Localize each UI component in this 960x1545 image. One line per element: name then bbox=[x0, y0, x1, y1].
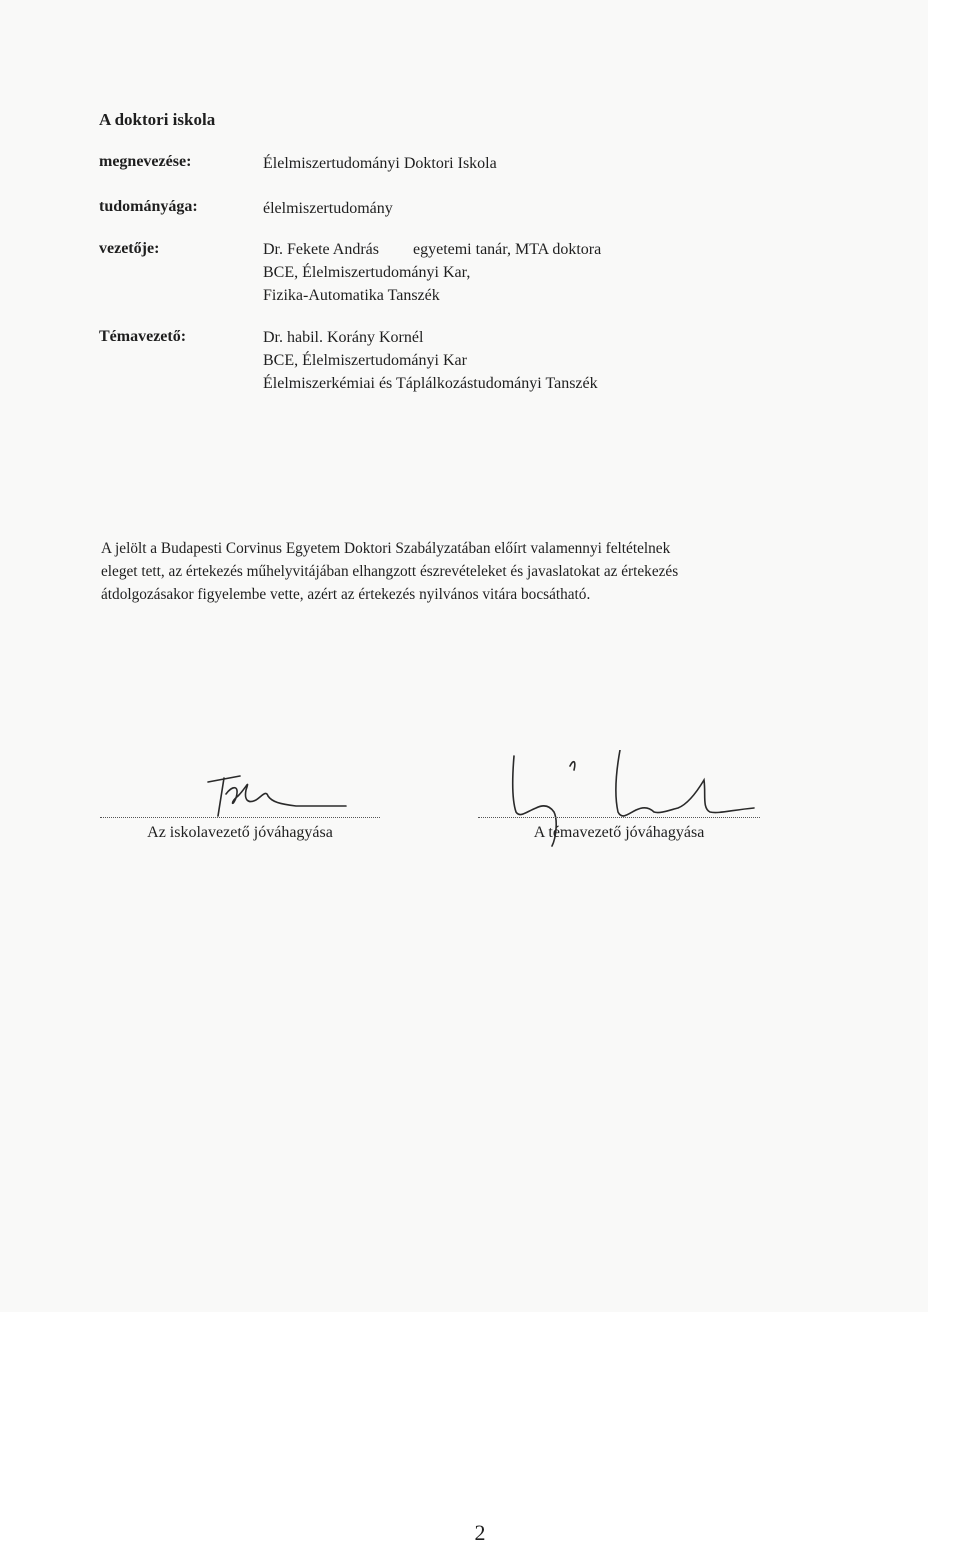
supervisor-department: Élelmiszerkémiai és Táplálkozástudományi Tanszék bbox=[263, 375, 598, 392]
school-head-signature bbox=[100, 750, 380, 820]
head-title: egyetemi tanár, MTA doktora bbox=[412, 241, 602, 258]
name-label: megnevezése: bbox=[99, 153, 192, 170]
field-value: élelmiszertudomány bbox=[263, 200, 393, 217]
school-head-signature-line bbox=[100, 817, 380, 818]
supervisor-approval-caption: A témavezető jóváhagyása bbox=[533, 824, 705, 841]
head-faculty: BCE, Élelmiszertudományi Kar, bbox=[263, 264, 471, 281]
head-value bbox=[263, 238, 601, 307]
school-head-approval-caption: Az iskolavezető jóváhagyása bbox=[147, 824, 333, 841]
head-label: vezetője: bbox=[99, 240, 160, 257]
approval-statement bbox=[101, 537, 821, 606]
supervisor-label: Témavezető: bbox=[99, 328, 187, 345]
page-number: 2 bbox=[474, 1520, 486, 1545]
supervisor-faculty: BCE, Élelmiszertudományi Kar bbox=[263, 352, 467, 369]
supervisor-signature bbox=[478, 750, 760, 860]
supervisor-value bbox=[263, 326, 598, 395]
supervisor-signature-block bbox=[478, 750, 760, 860]
head-name: Dr. Fekete András bbox=[263, 241, 379, 258]
head-department: Fizika-Automatika Tanszék bbox=[263, 287, 440, 304]
name-value: Élelmiszertudományi Doktori Iskola bbox=[263, 155, 497, 172]
supervisor-signature-line bbox=[478, 817, 760, 818]
school-head-signature-block bbox=[100, 750, 380, 860]
statement-line-1: A jelölt a Budapesti Corvinus Egyetem Doktori Szabályzatában előírt valamennyi feltételnek bbox=[101, 540, 671, 557]
statement-line-2: eleget tett, az értekezés műhelyvitájában elhangzott észrevételeket és javaslatokat az értekezés bbox=[101, 563, 679, 580]
supervisor-name: Dr. habil. Korány Kornél bbox=[263, 329, 424, 346]
statement-line-3: átdolgozásakor figyelembe vette, azért az értekezés nyilvános vitára bocsátható. bbox=[101, 586, 591, 603]
doctoral-school-heading: A doktori iskola bbox=[99, 110, 216, 129]
field-label: tudományága: bbox=[99, 198, 198, 215]
